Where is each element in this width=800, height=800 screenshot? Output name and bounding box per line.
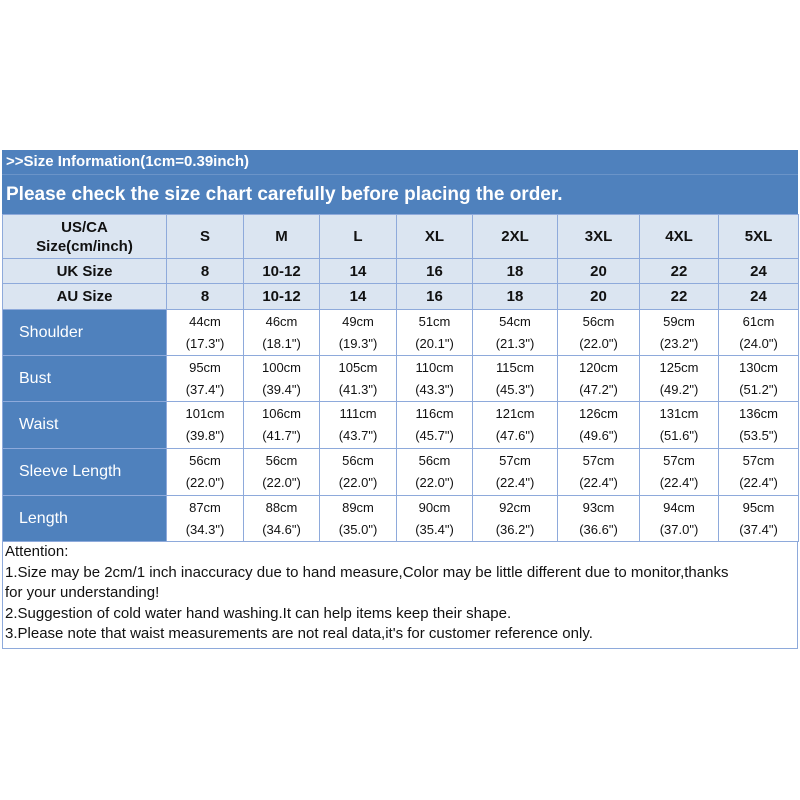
attention-notes xyxy=(2,542,798,649)
cm-value: 130cm xyxy=(738,359,779,375)
uk-size: 10-12 xyxy=(244,259,320,284)
inch-value: (22.0") xyxy=(185,475,225,490)
cm-value: 57cm xyxy=(582,453,615,468)
inch-value: (23.2") xyxy=(659,335,699,351)
measurement-cell xyxy=(558,356,640,402)
measurement-cell xyxy=(397,356,473,402)
size-chart xyxy=(2,150,798,649)
inch-value: (49.2") xyxy=(659,381,699,397)
inch-value: (22.0") xyxy=(338,475,378,490)
cm-value: 88cm xyxy=(265,499,298,515)
cm-value: 44cm xyxy=(189,313,221,329)
inch-value: (41.7") xyxy=(262,428,301,443)
cm-value: 94cm xyxy=(663,499,695,515)
inch-value: (22.0") xyxy=(262,475,301,490)
au-size: 10-12 xyxy=(244,284,320,310)
cm-value: 51cm xyxy=(418,313,451,329)
inch-value: (51.2") xyxy=(739,381,778,397)
measurement-cell xyxy=(320,496,397,542)
cm-value: 106cm xyxy=(261,406,302,421)
measurement-cell xyxy=(473,402,558,449)
us-size-row xyxy=(3,215,799,259)
measurement-cell xyxy=(244,310,320,356)
cm-value: 59cm xyxy=(663,313,695,329)
measurement-row xyxy=(3,310,799,356)
size-info-header: >>Size Information(1cm=0.39inch) xyxy=(2,150,798,174)
inch-value: (17.3") xyxy=(185,335,225,351)
cm-value: 116cm xyxy=(415,406,454,421)
au-size: 24 xyxy=(719,284,799,310)
measurement-cell xyxy=(640,496,719,542)
cm-value: 101cm xyxy=(185,406,225,421)
measurement-label: Length xyxy=(3,496,167,542)
measurement-label: Waist xyxy=(3,402,167,449)
inch-value: (18.1") xyxy=(262,335,301,351)
us-size-label: US/CA Size(cm/inch) xyxy=(3,215,167,259)
size-col: 2XL xyxy=(473,215,558,259)
uk-size-row xyxy=(3,259,799,284)
au-size-row xyxy=(3,284,799,310)
uk-size: 16 xyxy=(397,259,473,284)
measurement-label: Bust xyxy=(3,356,167,402)
measurement-cell xyxy=(167,402,244,449)
size-col: 4XL xyxy=(640,215,719,259)
cm-value: 57cm xyxy=(499,453,531,468)
measurement-cell xyxy=(167,356,244,402)
measurement-cell xyxy=(167,496,244,542)
measurement-cell xyxy=(558,449,640,496)
measurement-cell xyxy=(719,496,799,542)
au-size-label: AU Size xyxy=(3,284,167,310)
note-3: 3.Please note that waist measurements are not real data,it's for customer reference only. xyxy=(5,625,593,642)
uk-size: 14 xyxy=(320,259,397,284)
inch-value: (41.3") xyxy=(338,381,378,397)
inch-value: (22.4") xyxy=(495,475,535,490)
cm-value: 56cm xyxy=(342,453,374,468)
inch-value: (37.4") xyxy=(739,521,778,537)
measurement-label: Shoulder xyxy=(3,310,167,356)
cm-value: 54cm xyxy=(499,313,531,329)
size-col: 3XL xyxy=(558,215,640,259)
inch-value: (24.0") xyxy=(739,335,778,351)
notes-title: Attention: xyxy=(5,543,69,560)
measurement-cell xyxy=(473,310,558,356)
cm-value: 110cm xyxy=(415,359,454,375)
inch-value: (21.3") xyxy=(495,335,535,351)
note-1a: 1.Size may be 2cm/1 inch inaccuracy due to hand measure,Color may be little different due to monitor,thanks xyxy=(5,563,729,581)
uk-size: 22 xyxy=(640,259,719,284)
measurement-cell xyxy=(640,356,719,402)
inch-value: (37.0") xyxy=(659,521,699,537)
cm-value: 126cm xyxy=(578,406,619,421)
inch-value: (47.2") xyxy=(579,381,618,397)
uk-size: 8 xyxy=(167,259,244,284)
inch-value: (35.0") xyxy=(338,521,378,537)
cm-value: 46cm xyxy=(265,313,298,329)
uk-size-label: UK Size xyxy=(3,259,167,284)
cm-value: 131cm xyxy=(659,406,699,421)
uk-size: 20 xyxy=(558,259,640,284)
measurement-cell xyxy=(397,449,473,496)
measurement-cell xyxy=(167,449,244,496)
inch-value: (34.6") xyxy=(262,521,301,537)
measurement-cell xyxy=(473,356,558,402)
inch-value: (37.4") xyxy=(185,381,225,397)
au-size: 8 xyxy=(167,284,244,310)
inch-value: (19.3") xyxy=(338,335,378,351)
au-size: 14 xyxy=(320,284,397,310)
measurement-cell xyxy=(719,356,799,402)
size-col: 5XL xyxy=(719,215,799,259)
cm-value: 56cm xyxy=(265,453,298,468)
au-size: 18 xyxy=(473,284,558,310)
measurement-cell xyxy=(719,310,799,356)
cm-value: 136cm xyxy=(738,406,779,421)
cm-value: 87cm xyxy=(189,499,221,515)
cm-value: 105cm xyxy=(338,359,378,375)
inch-value: (43.7") xyxy=(338,428,378,443)
measurement-row xyxy=(3,356,799,402)
cm-value: 90cm xyxy=(418,499,451,515)
inch-value: (39.4") xyxy=(262,381,301,397)
inch-value: (20.1") xyxy=(415,335,454,351)
cm-value: 95cm xyxy=(189,359,221,375)
cm-value: 93cm xyxy=(582,499,615,515)
measurement-cell xyxy=(320,356,397,402)
inch-value: (51.6") xyxy=(659,428,699,443)
inch-value: (22.4") xyxy=(659,475,699,490)
inch-value: (22.4") xyxy=(579,475,618,490)
inch-value: (47.6") xyxy=(495,428,535,443)
au-size: 22 xyxy=(640,284,719,310)
cm-value: 89cm xyxy=(342,499,374,515)
measurement-row xyxy=(3,449,799,496)
measurement-cell xyxy=(558,310,640,356)
cm-value: 100cm xyxy=(261,359,302,375)
measurement-cell xyxy=(558,402,640,449)
measurement-row xyxy=(3,496,799,542)
measurement-cell xyxy=(397,402,473,449)
measurement-cell xyxy=(320,402,397,449)
size-table xyxy=(2,214,799,542)
measurement-row xyxy=(3,402,799,449)
measurement-cell xyxy=(719,402,799,449)
size-col: XL xyxy=(397,215,473,259)
cm-value: 92cm xyxy=(499,499,531,515)
measurement-cell xyxy=(244,356,320,402)
measurement-cell xyxy=(473,449,558,496)
cm-value: 57cm xyxy=(742,453,775,468)
size-col: M xyxy=(244,215,320,259)
cm-value: 125cm xyxy=(659,359,699,375)
inch-value: (34.3") xyxy=(185,521,225,537)
measurement-cell xyxy=(320,449,397,496)
measurement-cell xyxy=(640,402,719,449)
inch-value: (43.3") xyxy=(415,381,454,397)
cm-value: 56cm xyxy=(418,453,451,468)
measurement-cell xyxy=(244,402,320,449)
inch-value: (39.8") xyxy=(185,428,225,443)
measurement-cell xyxy=(244,449,320,496)
cm-value: 95cm xyxy=(742,499,775,515)
size-col: S xyxy=(167,215,244,259)
au-size: 20 xyxy=(558,284,640,310)
cm-value: 56cm xyxy=(582,313,615,329)
inch-value: (49.6") xyxy=(579,428,618,443)
cm-value: 120cm xyxy=(578,359,619,375)
cm-value: 57cm xyxy=(663,453,695,468)
inch-value: (53.5") xyxy=(739,428,778,443)
au-size: 16 xyxy=(397,284,473,310)
uk-size: 24 xyxy=(719,259,799,284)
size-col: L xyxy=(320,215,397,259)
uk-size: 18 xyxy=(473,259,558,284)
inch-value: (22.4") xyxy=(739,475,778,490)
note-2: 2.Suggestion of cold water hand washing.It can help items keep their shape. xyxy=(5,604,512,622)
cm-value: 111cm xyxy=(339,406,377,421)
measurement-cell xyxy=(244,496,320,542)
inch-value: (22.0") xyxy=(415,475,454,490)
measurement-cell xyxy=(397,310,473,356)
inch-value: (22.0") xyxy=(579,335,618,351)
inch-value: (36.6") xyxy=(579,521,618,537)
measurement-cell xyxy=(719,449,799,496)
inch-value: (35.4") xyxy=(415,521,454,537)
measurement-cell xyxy=(558,496,640,542)
cm-value: 56cm xyxy=(189,453,221,468)
cm-value: 49cm xyxy=(342,313,374,329)
measurement-cell xyxy=(640,449,719,496)
cm-value: 121cm xyxy=(495,406,535,421)
measurement-label: Sleeve Length xyxy=(3,449,167,496)
measurement-cell xyxy=(320,310,397,356)
cm-value: 115cm xyxy=(495,359,535,375)
measurement-cell xyxy=(397,496,473,542)
cm-value: 61cm xyxy=(742,313,775,329)
inch-value: (45.3") xyxy=(495,381,535,397)
note-1b: for your understanding! xyxy=(5,584,160,601)
measurement-cell xyxy=(640,310,719,356)
inch-value: (45.7") xyxy=(415,428,454,443)
inch-value: (36.2") xyxy=(495,521,535,537)
measurement-rows xyxy=(3,310,799,542)
measurement-cell xyxy=(473,496,558,542)
check-notice: Please check the size chart carefully before placing the order. xyxy=(2,174,798,214)
measurement-cell xyxy=(167,310,244,356)
